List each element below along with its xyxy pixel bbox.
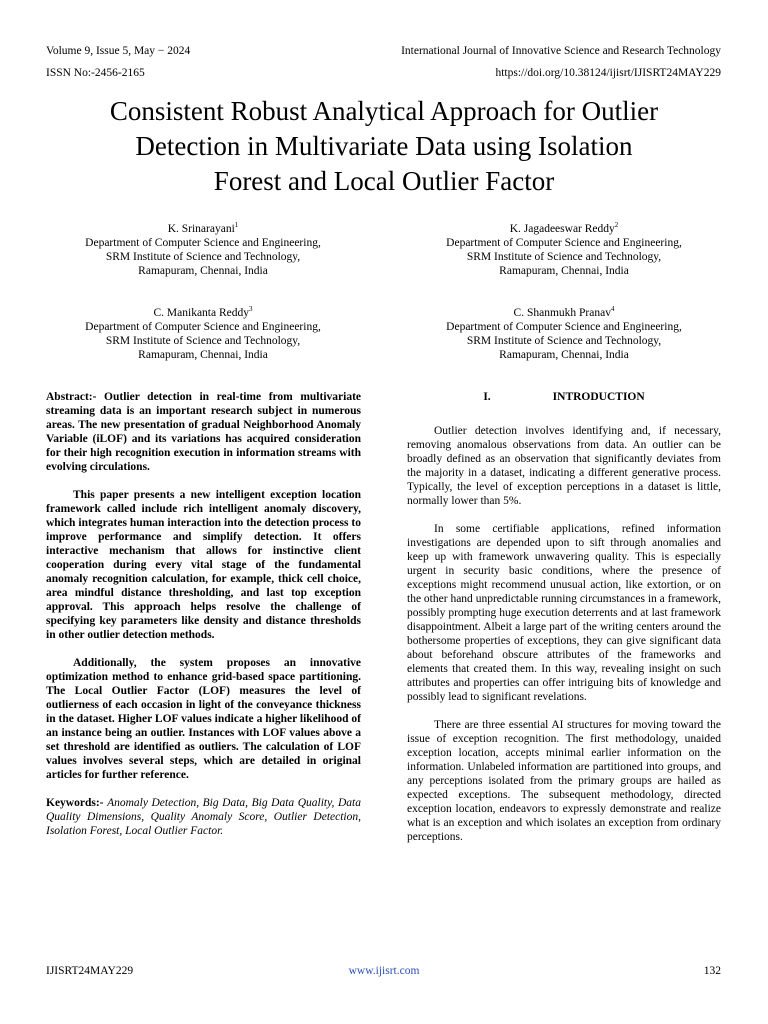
author-block-3 xyxy=(53,306,353,362)
footer-page-number: 132 xyxy=(703,965,721,977)
paper-title xyxy=(0,94,768,199)
author-dept: Department of Computer Science and Engineering, xyxy=(85,321,321,333)
header-issn: ISSN No:-2456-2165 xyxy=(46,67,145,79)
author-dept: Department of Computer Science and Engineering, xyxy=(446,237,682,249)
author-loc: Ramapuram, Chennai, India xyxy=(138,265,268,277)
author-block-2 xyxy=(414,222,714,278)
author-block-1 xyxy=(53,222,353,278)
author-inst: SRM Institute of Science and Technology, xyxy=(466,335,662,347)
abstract-paragraph-1: Abstract:- Outlier detection in real-time from multivariate streaming data is an important research subject in numerous areas. The new presentation of gradual Neighborhood Anomaly Variable (iLOF) and its variations has acquired consideration for their high recognition execution in information streams with evolving circulations. xyxy=(46,391,361,473)
author-name: C. Manikanta Reddy$^3$ xyxy=(153,305,253,319)
author-dept: Department of Computer Science and Engineering, xyxy=(446,321,682,333)
keywords-label: Keywords:- xyxy=(46,797,104,809)
author-inst: SRM Institute of Science and Technology, xyxy=(105,335,301,347)
title-line-2: Detection in Multivariate Data using Isolation xyxy=(135,131,633,161)
author-name: K. Jagadeeswar Reddy$^2$ xyxy=(509,221,619,235)
author-loc: Ramapuram, Chennai, India xyxy=(499,349,629,361)
author-block-4 xyxy=(414,306,714,362)
author-name: K. Srinarayani$^1$ xyxy=(167,221,239,235)
footer-website-link[interactable]: www.ijisrt.com xyxy=(348,965,420,977)
section-title: INTRODUCTION xyxy=(552,391,645,403)
keywords-paragraph xyxy=(46,796,361,838)
author-inst: SRM Institute of Science and Technology, xyxy=(466,251,662,263)
abstract-paragraph-2: This paper presents a new intelligent exception location framework called include rich intelligent anomaly discovery, which integrates human interaction into the detection process to improve performance and simplify detection. It offers interactive mechanism that allows for instinctive client cooperation during every vital stage of the fundamental anomaly recognition calculation, for example, thick cell choice, area mindful distance thresholding, and last top exception approval. This approach helps resolve the challenge of specifying key parameters like density and distance thresholds in other outlier detection methods. xyxy=(46,489,361,641)
author-loc: Ramapuram, Chennai, India xyxy=(499,265,629,277)
introduction-column xyxy=(407,390,721,844)
header-journal: International Journal of Innovative Science and Research Technology xyxy=(401,45,721,57)
intro-paragraph-3: There are three essential AI structures for moving toward the issue of exception recognition. The first methodology, unaided exception location, accepts minimal earlier information on the information. Unlabeled information are partitioned into groups, and any perceptions isolated from the primary groups are hailed as expected exceptions. The subsequent methodology, directed exception location, endeavors to expressly demonstrate and realize what is an exception and which isolates an exception from ordinary perceptions. xyxy=(407,719,721,843)
title-line-1: Consistent Robust Analytical Approach for Outlier xyxy=(109,96,659,126)
intro-paragraph-2: In some certifiable applications, refined information investigations are depended upon to sift through anomalies and keep up with framework unwavering quality. This is especially urgent in security basic conditions, where the presence of exceptions might recommend unusual action, like extortion, or on the other hand unpredictable running circumstances in a framework, possibly prompting huge execution deterrents and at last framework disappointment. Albeit a large part of the writing centers around the bothersome properties of exceptions, they can give significant data about beforehand obscure attributes of the frameworks and elements that created them. In this way, revealing insight on such attributes and properties can offer intriguing bits of knowledge and possibly lead to significant revelations. xyxy=(407,523,721,703)
abstract-column xyxy=(46,390,361,838)
header-doi-link[interactable]: https://doi.org/10.38124/ijisrt/IJISRT24MAY229 xyxy=(495,67,721,79)
header-volume: Volume 9, Issue 5, May − 2024 xyxy=(46,45,191,57)
keywords-list: Anomaly Detection, Big Data, Big Data Quality, Data Quality Dimensions, Quality Anomaly Score, Outlier Detection, Isolation Forest, Local Outlier Factor. xyxy=(46,797,361,837)
section-heading-introduction xyxy=(407,390,721,404)
title-line-3: Forest and Local Outlier Factor xyxy=(213,166,555,196)
author-dept: Department of Computer Science and Engineering, xyxy=(85,237,321,249)
author-name: C. Shanmukh Pranav$^4$ xyxy=(513,305,615,319)
abstract-paragraph-3: Additionally, the system proposes an innovative optimization method to enhance grid-based space partitioning. The Local Outlier Factor (LOF) measures the level of outlierness of each occasion in light of the conveyance thickness in the dataset. Higher LOF values indicate a higher likelihood of an instance being an outlier. Instances with LOF values above a set threshold are identified as outliers. The calculation of LOF values involves several steps, which are detailed in original articles for further reference. xyxy=(46,657,361,781)
intro-paragraph-1: Outlier detection involves identifying and, if necessary, removing anomalous observations from data. An outlier can be broadly defined as an observation that significantly deviates from the majority in a dataset, indicating a different generative process. Typically, the level of exception perceptions in a dataset is little, normally lower than 5%. xyxy=(407,425,721,507)
section-number: I. xyxy=(483,391,491,403)
footer-paper-id: IJISRT24MAY229 xyxy=(46,965,134,977)
author-inst: SRM Institute of Science and Technology, xyxy=(105,251,301,263)
author-loc: Ramapuram, Chennai, India xyxy=(138,349,268,361)
